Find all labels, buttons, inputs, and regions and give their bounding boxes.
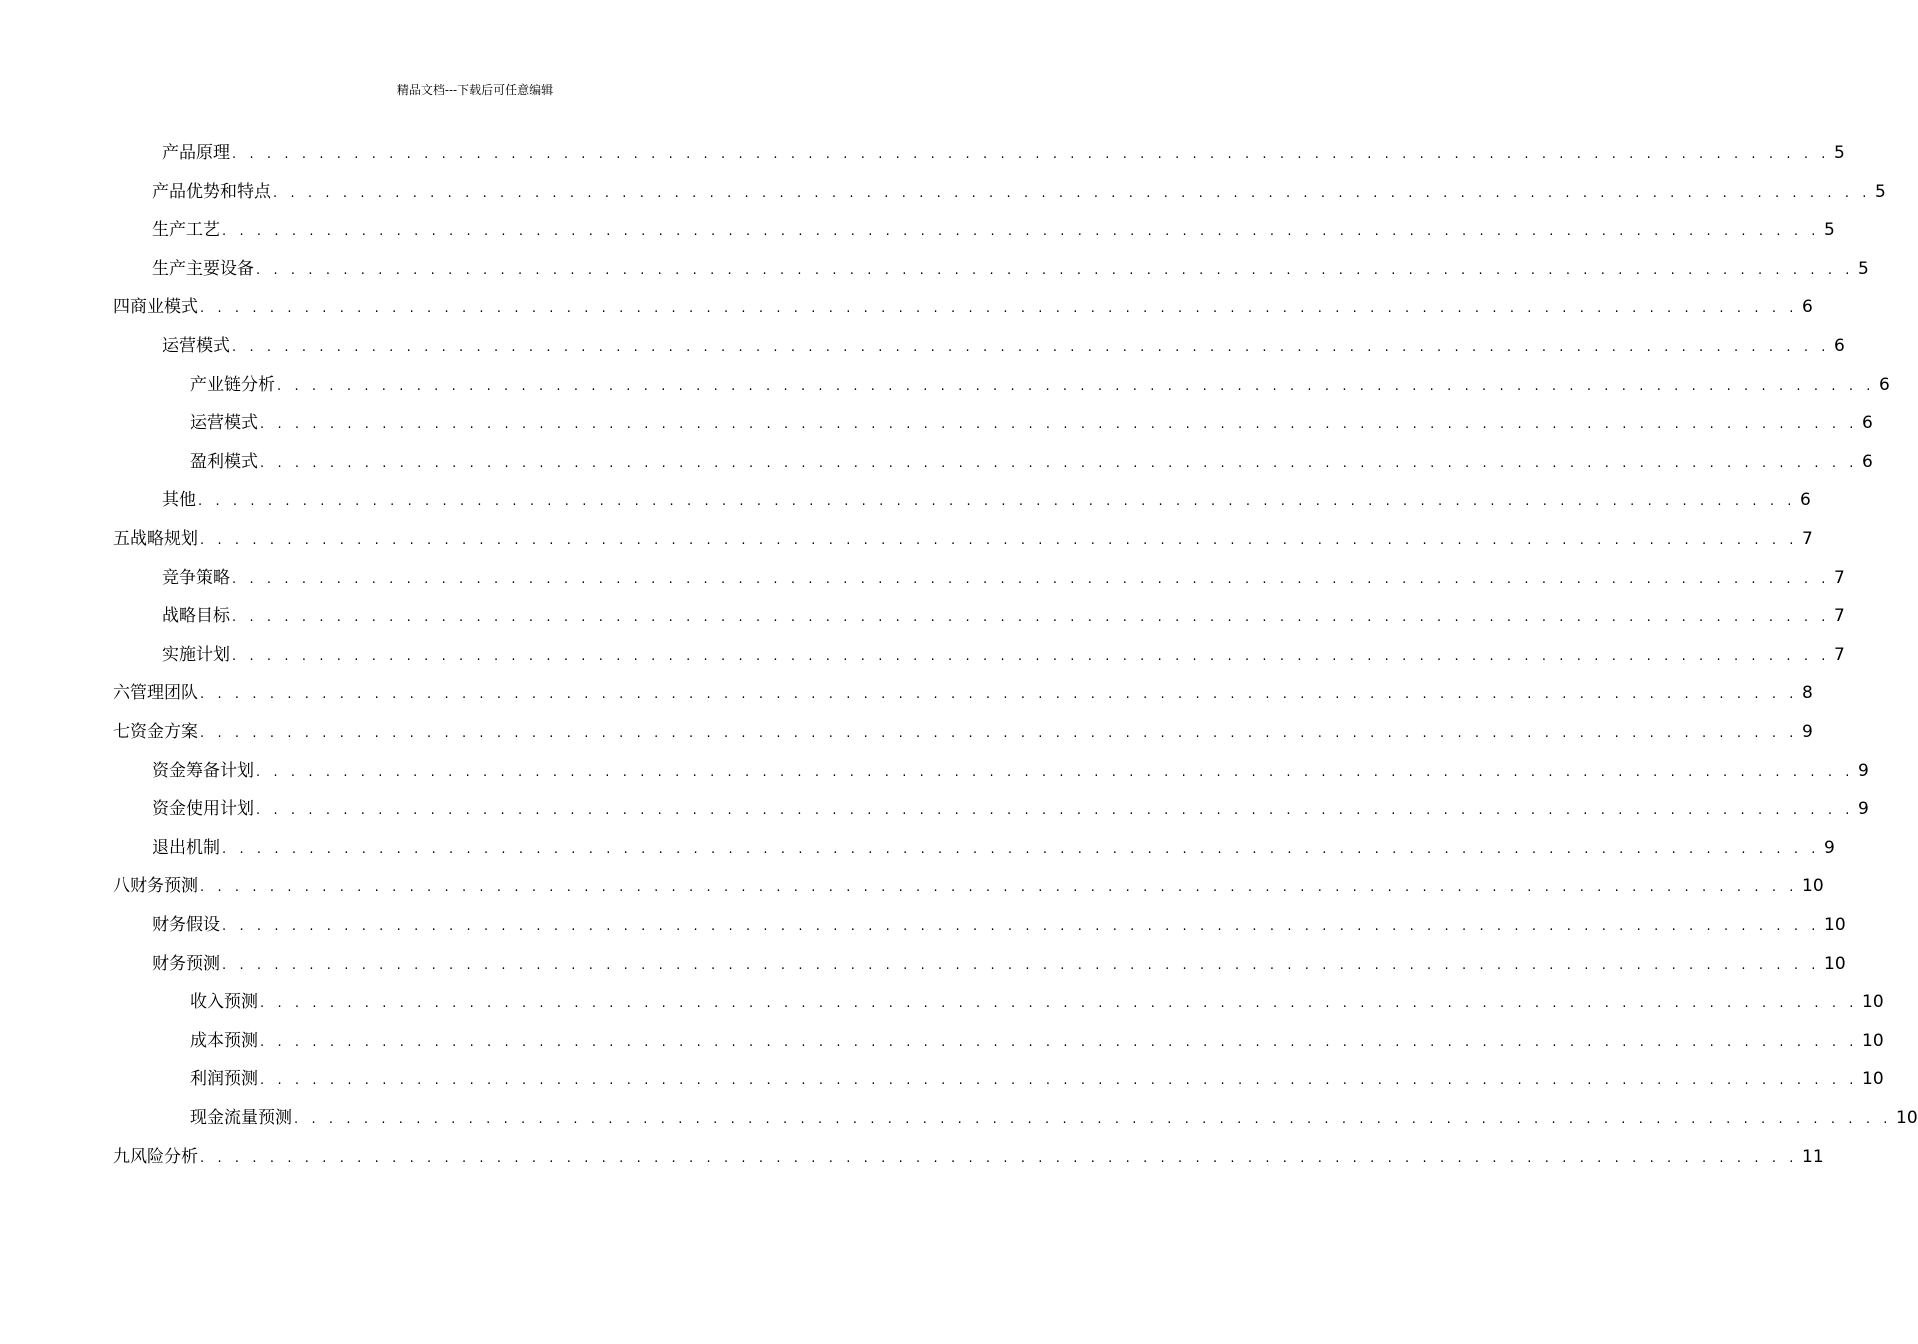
toc-entry-title: 财务预测 <box>152 954 220 974</box>
toc-entry[interactable] <box>190 372 1890 398</box>
toc-leader-dots: . . . . . . . . . . . . . . . . . . . . . . . . . . . . . . . . . . . . . . . . . . . . . . . . . . . . . . . . . . . . . . . . . . . . . . . . . . . . . . . . . . . . . . . . . . . . <box>200 1151 1799 1166</box>
toc-entry-title: 生产主要设备 <box>152 259 254 279</box>
toc-entry[interactable] <box>152 835 1835 861</box>
toc-entry-title: 管理团队 <box>130 683 198 703</box>
toc-entry-page-number: 6 <box>1879 375 1890 395</box>
toc-entry-title: 产业链分析 <box>190 375 275 395</box>
toc-entry[interactable] <box>113 680 1813 706</box>
toc-entry-page-number: 10 <box>1862 992 1884 1012</box>
toc-entry-page-number: 6 <box>1862 413 1873 433</box>
toc-leader-dots: . . . . . . . . . . . . . . . . . . . . . . . . . . . . . . . . . . . . . . . . . . . . . . . . . . . . . . . . . . . . . . . . . . . . . . . . . . . . . . . . . . . . . . . . . . . . <box>256 263 1855 278</box>
toc-entry-title: 盈利模式 <box>190 452 258 472</box>
toc-entry-title: 运营模式 <box>190 413 258 433</box>
toc-entry-number: 六 <box>113 683 130 703</box>
toc-entry[interactable] <box>152 912 1846 938</box>
toc-entry-page-number: 11 <box>1802 1147 1824 1167</box>
toc-entry[interactable] <box>152 951 1846 977</box>
toc-entry-title: 成本预测 <box>190 1031 258 1051</box>
toc-leader-dots: . . . . . . . . . . . . . . . . . . . . . . . . . . . . . . . . . . . . . . . . . . . . . . . . . . . . . . . . . . . . . . . . . . . . . . . . . . . . . . . . . . . . . . . . . . . . <box>260 456 1859 471</box>
toc-entry[interactable] <box>152 796 1869 822</box>
toc-entry-title: 财务预测 <box>130 876 198 896</box>
toc-entry[interactable] <box>113 719 1813 745</box>
toc-leader-dots: . . . . . . . . . . . . . . . . . . . . . . . . . . . . . . . . . . . . . . . . . . . . . . . . . . . . . . . . . . . . . . . . . . . . . . . . . . . . . . . . . . . . . . . . . . . . <box>277 379 1876 394</box>
toc-entry[interactable] <box>162 487 1811 513</box>
toc-entry-page-number: 9 <box>1858 799 1869 819</box>
toc-entry-page-number: 7 <box>1834 645 1845 665</box>
toc-leader-dots: . . . . . . . . . . . . . . . . . . . . . . . . . . . . . . . . . . . . . . . . . . . . . . . . . . . . . . . . . . . . . . . . . . . . . . . . . . . . . . . . . . . . . . . . . . . . <box>260 996 1859 1011</box>
toc-leader-dots: . . . . . . . . . . . . . . . . . . . . . . . . . . . . . . . . . . . . . . . . . . . . . . . . . . . . . . . . . . . . . . . . . . . . . . . . . . . . . . . . . . . . . . . . . . . . <box>232 572 1831 587</box>
toc-entry-page-number: 7 <box>1834 606 1845 626</box>
toc-leader-dots: . . . . . . . . . . . . . . . . . . . . . . . . . . . . . . . . . . . . . . . . . . . . . . . . . . . . . . . . . . . . . . . . . . . . . . . . . . . . . . . . . . . . . . . . . . . . <box>222 842 1821 857</box>
toc-leader-dots: . . . . . . . . . . . . . . . . . . . . . . . . . . . . . . . . . . . . . . . . . . . . . . . . . . . . . . . . . . . . . . . . . . . . . . . . . . . . . . . . . . . . . . . . . . . . <box>232 649 1831 664</box>
toc-entry[interactable] <box>113 294 1813 320</box>
toc-leader-dots: . . . . . . . . . . . . . . . . . . . . . . . . . . . . . . . . . . . . . . . . . . . . . . . . . . . . . . . . . . . . . . . . . . . . . . . . . . . . . . . . . . . . . . . . . . . . <box>200 533 1799 548</box>
toc-entry-page-number: 5 <box>1858 259 1869 279</box>
toc-leader-dots: . . . . . . . . . . . . . . . . . . . . . . . . . . . . . . . . . . . . . . . . . . . . . . . . . . . . . . . . . . . . . . . . . . . . . . . . . . . . . . . . . . . . . . . . . . . . <box>294 1112 1893 1127</box>
toc-entry-page-number: 5 <box>1834 143 1845 163</box>
toc-entry-title: 利润预测 <box>190 1069 258 1089</box>
toc-entry-title: 资金使用计划 <box>152 799 254 819</box>
toc-entry-page-number: 7 <box>1834 568 1845 588</box>
toc-entry-title: 生产工艺 <box>152 220 220 240</box>
toc-entry-title: 风险分析 <box>130 1147 198 1167</box>
toc-entry-page-number: 6 <box>1800 490 1811 510</box>
toc-entry-page-number: 9 <box>1802 722 1813 742</box>
toc-leader-dots: . . . . . . . . . . . . . . . . . . . . . . . . . . . . . . . . . . . . . . . . . . . . . . . . . . . . . . . . . . . . . . . . . . . . . . . . . . . . . . . . . . . . . . . . . . . . <box>232 147 1831 162</box>
toc-entry-page-number: 10 <box>1802 876 1824 896</box>
toc-entry[interactable] <box>162 565 1845 591</box>
toc-leader-dots: . . . . . . . . . . . . . . . . . . . . . . . . . . . . . . . . . . . . . . . . . . . . . . . . . . . . . . . . . . . . . . . . . . . . . . . . . . . . . . . . . . . . . . . . . . . . <box>256 803 1855 818</box>
toc-entry[interactable] <box>190 449 1873 475</box>
toc-entry-page-number: 6 <box>1834 336 1845 356</box>
page-header: 精品文档---下载后可任意编辑 <box>396 83 554 97</box>
toc-leader-dots: . . . . . . . . . . . . . . . . . . . . . . . . . . . . . . . . . . . . . . . . . . . . . . . . . . . . . . . . . . . . . . . . . . . . . . . . . . . . . . . . . . . . . . . . . . . . <box>260 417 1859 432</box>
toc-entry-title: 竞争策略 <box>162 568 230 588</box>
toc-entry-title: 产品优势和特点 <box>152 182 271 202</box>
toc-entry-title: 资金方案 <box>130 722 198 742</box>
toc-entry-page-number: 8 <box>1802 683 1813 703</box>
toc-leader-dots: . . . . . . . . . . . . . . . . . . . . . . . . . . . . . . . . . . . . . . . . . . . . . . . . . . . . . . . . . . . . . . . . . . . . . . . . . . . . . . . . . . . . . . . . . . . . <box>200 301 1799 316</box>
toc-leader-dots: . . . . . . . . . . . . . . . . . . . . . . . . . . . . . . . . . . . . . . . . . . . . . . . . . . . . . . . . . . . . . . . . . . . . . . . . . . . . . . . . . . . . . . . . . . . . <box>232 340 1831 355</box>
toc-entry-title: 商业模式 <box>130 297 198 317</box>
toc-entry-page-number: 10 <box>1824 915 1846 935</box>
toc-leader-dots: . . . . . . . . . . . . . . . . . . . . . . . . . . . . . . . . . . . . . . . . . . . . . . . . . . . . . . . . . . . . . . . . . . . . . . . . . . . . . . . . . . . . . . . . . . . . <box>222 958 1821 973</box>
toc-leader-dots: . . . . . . . . . . . . . . . . . . . . . . . . . . . . . . . . . . . . . . . . . . . . . . . . . . . . . . . . . . . . . . . . . . . . . . . . . . . . . . . . . . . . . . . . . . . . <box>256 765 1855 780</box>
toc-entry[interactable] <box>113 873 1824 899</box>
toc-entry-page-number: 10 <box>1862 1069 1884 1089</box>
toc-entry-title: 战略目标 <box>162 606 230 626</box>
toc-entry[interactable] <box>190 410 1873 436</box>
toc-entry-page-number: 5 <box>1824 220 1835 240</box>
toc-entry[interactable] <box>162 603 1845 629</box>
toc-entry-number: 八 <box>113 876 130 896</box>
toc-entry[interactable] <box>152 179 1886 205</box>
toc-entry-number: 九 <box>113 1147 130 1167</box>
toc-entry-number: 七 <box>113 722 130 742</box>
toc-leader-dots: . . . . . . . . . . . . . . . . . . . . . . . . . . . . . . . . . . . . . . . . . . . . . . . . . . . . . . . . . . . . . . . . . . . . . . . . . . . . . . . . . . . . . . . . . . . . <box>260 1035 1859 1050</box>
toc-entry-page-number: 7 <box>1802 529 1813 549</box>
toc-entry[interactable] <box>113 1144 1824 1170</box>
toc-entry[interactable] <box>190 1028 1884 1054</box>
toc-entry[interactable] <box>152 217 1835 243</box>
toc-leader-dots: . . . . . . . . . . . . . . . . . . . . . . . . . . . . . . . . . . . . . . . . . . . . . . . . . . . . . . . . . . . . . . . . . . . . . . . . . . . . . . . . . . . . . . . . . . . . <box>200 726 1799 741</box>
toc-leader-dots: . . . . . . . . . . . . . . . . . . . . . . . . . . . . . . . . . . . . . . . . . . . . . . . . . . . . . . . . . . . . . . . . . . . . . . . . . . . . . . . . . . . . . . . . . . . . <box>232 610 1831 625</box>
toc-entry-title: 实施计划 <box>162 645 230 665</box>
toc-entry-number: 四 <box>113 297 130 317</box>
toc-leader-dots: . . . . . . . . . . . . . . . . . . . . . . . . . . . . . . . . . . . . . . . . . . . . . . . . . . . . . . . . . . . . . . . . . . . . . . . . . . . . . . . . . . . . . . . . . . . . <box>200 880 1799 895</box>
toc-leader-dots: . . . . . . . . . . . . . . . . . . . . . . . . . . . . . . . . . . . . . . . . . . . . . . . . . . . . . . . . . . . . . . . . . . . . . . . . . . . . . . . . . . . . . . . . . . . . <box>200 687 1799 702</box>
toc-entry[interactable] <box>162 333 1845 359</box>
toc-entry-title: 退出机制 <box>152 838 220 858</box>
toc-entry-number: 五 <box>113 529 130 549</box>
toc-entry[interactable] <box>152 758 1869 784</box>
toc-entry-title: 运营模式 <box>162 336 230 356</box>
toc-entry-page-number: 10 <box>1862 1031 1884 1051</box>
toc-entry-title: 收入预测 <box>190 992 258 1012</box>
toc-entry-page-number: 9 <box>1858 761 1869 781</box>
toc-entry-title: 资金筹备计划 <box>152 761 254 781</box>
toc-leader-dots: . . . . . . . . . . . . . . . . . . . . . . . . . . . . . . . . . . . . . . . . . . . . . . . . . . . . . . . . . . . . . . . . . . . . . . . . . . . . . . . . . . . . . . . . . . . . <box>260 1073 1859 1088</box>
toc-leader-dots: . . . . . . . . . . . . . . . . . . . . . . . . . . . . . . . . . . . . . . . . . . . . . . . . . . . . . . . . . . . . . . . . . . . . . . . . . . . . . . . . . . . . . . . . . . . . <box>198 494 1797 509</box>
toc-entry[interactable] <box>190 1066 1884 1092</box>
toc-entry-page-number: 6 <box>1862 452 1873 472</box>
toc-entry[interactable] <box>190 1105 1918 1131</box>
toc-entry[interactable] <box>152 256 1869 282</box>
toc-entry-title: 战略规划 <box>130 529 198 549</box>
toc-entry-title: 其他 <box>162 490 196 510</box>
toc-entry-title: 产品原理 <box>162 143 230 163</box>
toc-entry-title: 财务假设 <box>152 915 220 935</box>
toc-entry-page-number: 10 <box>1824 954 1846 974</box>
toc-entry-page-number: 6 <box>1802 297 1813 317</box>
toc-entry[interactable] <box>190 989 1884 1015</box>
toc-leader-dots: . . . . . . . . . . . . . . . . . . . . . . . . . . . . . . . . . . . . . . . . . . . . . . . . . . . . . . . . . . . . . . . . . . . . . . . . . . . . . . . . . . . . . . . . . . . . <box>273 186 1872 201</box>
toc-entry-page-number: 10 <box>1896 1108 1918 1128</box>
toc-entry[interactable] <box>113 526 1813 552</box>
toc-entry-page-number: 5 <box>1875 182 1886 202</box>
toc-entry-title: 现金流量预测 <box>190 1108 292 1128</box>
toc-leader-dots: . . . . . . . . . . . . . . . . . . . . . . . . . . . . . . . . . . . . . . . . . . . . . . . . . . . . . . . . . . . . . . . . . . . . . . . . . . . . . . . . . . . . . . . . . . . . <box>222 224 1821 239</box>
toc-entry[interactable] <box>162 642 1845 668</box>
toc-entry-page-number: 9 <box>1824 838 1835 858</box>
toc-entry[interactable] <box>162 140 1845 166</box>
toc-leader-dots: . . . . . . . . . . . . . . . . . . . . . . . . . . . . . . . . . . . . . . . . . . . . . . . . . . . . . . . . . . . . . . . . . . . . . . . . . . . . . . . . . . . . . . . . . . . . <box>222 919 1821 934</box>
